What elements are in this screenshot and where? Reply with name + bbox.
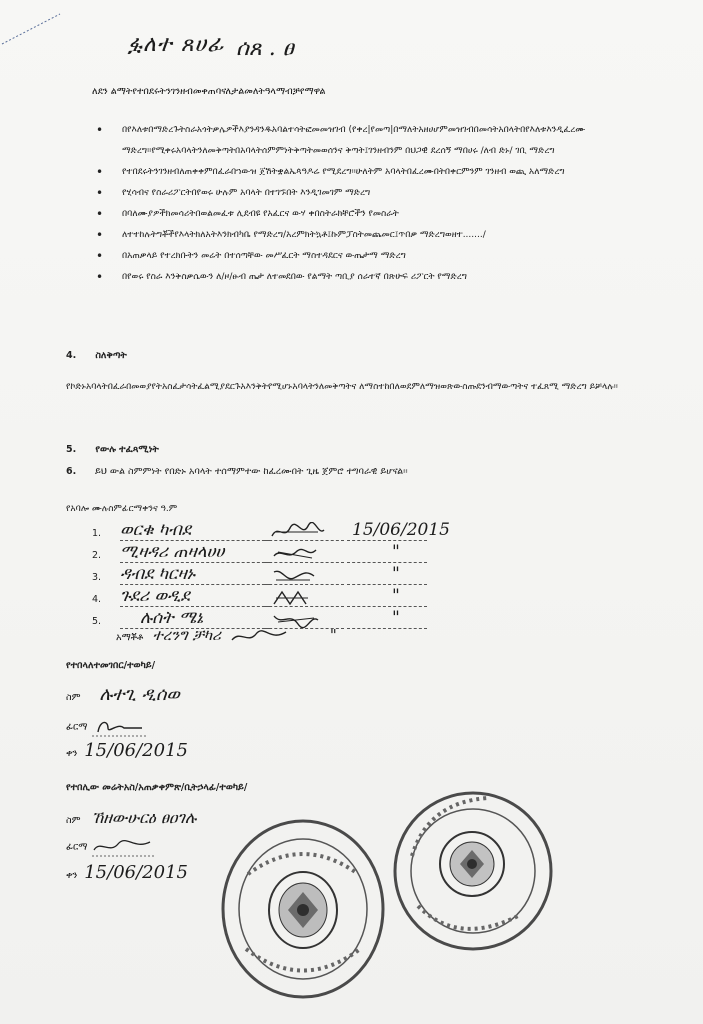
member-name: ዳብደ ካርዛኑ — [120, 564, 195, 584]
receiver-signature — [90, 836, 160, 858]
sign-label: ፊርማ — [66, 841, 88, 853]
name-label: ስም — [66, 692, 81, 703]
name-line — [120, 540, 270, 541]
date-line — [347, 628, 427, 629]
receiver-name: ኸዘውሁርዕ ፀዐገሉ — [91, 808, 197, 827]
extra-label: አማቾቶ — [116, 632, 144, 643]
list-item: • በባለሙያዎችክመሳሪትበወልመፈቱ ሊደብዩ የአፈርና ውሃ ቀበስትራክቸሮችን የመስራት — [84, 204, 644, 225]
section-text: ይህ ውል ስምምነት የበድኑ አባላት ተሰማምተው ከፈረሙበት ጊዜ ጀምሮ ተግባራዊ ይሆናል፡፡ — [95, 466, 408, 477]
handover-sign-field — [66, 716, 150, 738]
receiver-title: የተበሊው መሬትአስ/አጠቃቀምጽ/ቢትኃላፊ/ተወካይ/ — [66, 782, 248, 793]
handover-date: 15/06/2015 — [84, 740, 188, 761]
obligation-list — [84, 120, 644, 288]
member-date: " — [392, 542, 400, 562]
member-number: 5. — [92, 616, 102, 627]
handover-title: የተበላለተመገበር/ተወካይ/ — [66, 660, 156, 671]
date-label: ቀን — [66, 748, 78, 759]
section-6 — [66, 466, 408, 477]
receiver-date: 15/06/2015 — [84, 862, 188, 883]
handwritten-ref: ሰጸ . ፀ — [236, 36, 294, 61]
document-subject: ለደን ልማትየተበደሩትንገንዘብመቀጠባናለታልመለትዓላማብቻየማዋል — [92, 86, 326, 97]
name-line — [120, 606, 270, 607]
signature-line — [264, 584, 344, 585]
list-item: • በየእለቱበማድረጉትስራአጎትቃሌዎችእያንዳንዱአባልተሳትፎመመዝገብ (የቀረ|የመጣ|በማለትአዘሀሆምመዝገብበመሳትአበላትበየእለቱእንዲፈረሙ ማድረግ።የሚቀሩአባላትንለመቅጣትበአባላትሰምምነትቅጣትመወሰንና ቅጣት፤ገንዘብንም በህጋዊ ደረሰኝ ማበሀሩ /ለብ ድኑ/ ገቢ ማድረግ — [84, 120, 644, 162]
list-item: • በአጠቃላይ የተረክቡትን መሬት በተሰጣቸው መሥፈርት ማስተዳደርና ውጤታማ ማድረግ — [84, 246, 644, 267]
member-number: 4. — [92, 594, 102, 605]
member-row-extra — [116, 626, 337, 646]
receiver-sign-field — [66, 836, 160, 858]
signature-line — [264, 540, 344, 541]
list-item: • የተበደሩትንገንዘብለጠቀቀምበፈራበኀውዝ ጀሽትቋልኤጳዓዶሬ የሚደረግ፡፡ሁለትም አባላትበፈረሙበትበቀርምንም ገንዘብ ወጪ አለማድረግ — [84, 162, 644, 183]
member-number: 1. — [92, 528, 102, 539]
extra-signature — [230, 628, 290, 646]
list-item: • ለተተከሉትግቾችየእላትክለአትእንክብካቤ የማድረግ/አረምክትኳቶ፤ኩምፓስትመጨመር፤ጥበቃ ማድረግወዘተ......./ — [84, 225, 644, 246]
official-seal-left — [218, 814, 388, 1004]
receiver-date-field — [66, 862, 188, 883]
corner-pen-mark — [0, 0, 90, 60]
extra-name: ተረንግ ቻካሪ — [152, 626, 221, 644]
date-line — [347, 584, 427, 585]
section-number: 4. — [66, 350, 77, 361]
section-number: 5. — [66, 444, 77, 455]
member-signature — [268, 544, 326, 564]
official-seal-right — [388, 786, 558, 956]
handover-signature — [90, 716, 150, 738]
handover-date-field — [66, 740, 188, 761]
name-label: ስም — [66, 815, 81, 826]
list-item: • በየወሩ የስራ እንቅስቃሴውን ለ/ዞ/ፁብ ጤታ ለተመደበው የልማት ጣቢያ ሰራተኛ በጽሁፍ ሪፖርት የማድረግ — [84, 267, 644, 288]
member-date: " — [392, 564, 400, 584]
attendance-header: የአባሎ ሙሉስምፊርማቀንና ዓ.ም — [66, 504, 178, 514]
section-number: 6. — [66, 466, 77, 477]
handwritten-title: ፏለተ ጸሀፊ — [128, 32, 225, 57]
handover-name: ሉተጊ ዲሰወ — [99, 684, 180, 705]
member-name: ሚዛዳሪ ጠዛላሀሀ — [120, 542, 225, 562]
signature-line — [264, 562, 344, 563]
section-title: ስለቅጣት — [95, 350, 127, 361]
member-signature — [268, 522, 326, 542]
handover-name-field — [66, 684, 180, 705]
section-5-heading — [66, 444, 159, 455]
date-line — [347, 606, 427, 607]
signature-line — [264, 606, 344, 607]
receiver-name-field — [66, 808, 196, 828]
member-number: 3. — [92, 572, 102, 583]
name-line — [120, 584, 270, 585]
date-line — [347, 562, 427, 563]
member-signature — [268, 566, 326, 586]
member-number: 2. — [92, 550, 102, 561]
section-4-heading — [66, 350, 127, 361]
extra-date: " — [329, 626, 337, 644]
member-name: ጉደሪ ወዲደ — [120, 586, 190, 606]
name-line — [120, 562, 270, 563]
section-title: የውሉ ተፈጻሚነት — [95, 444, 159, 455]
date-label: ቀን — [66, 870, 78, 881]
section-4-text: የኮድኑአባላትበፈራበመወያየትአስፈታሳትፈልሚያደርጉአእንቅትየሚሆኑአባላትንለመቅጣትና ለማስተከበለወደምለማዝወጽውስጡደንብማውጣትና ተፈጸሚ ማድረግ ይቻላሉ፡፡ — [66, 382, 618, 392]
member-date: " — [392, 608, 400, 628]
member-signature — [268, 588, 326, 608]
list-item: • የሂሳብና የስራሪፖርትበየወሩ ሁሉም አባላት በተገኙበት እንዲገመገም ማድረግ — [84, 183, 644, 204]
date-line — [347, 540, 427, 541]
member-date: " — [392, 586, 400, 606]
member-name: ሉሰት ሜኔ — [140, 608, 203, 628]
member-name: ወርቁ ካብደ — [120, 520, 192, 540]
member-date: 15/06/2015 — [352, 520, 450, 540]
sign-label: ፊርማ — [66, 721, 88, 733]
